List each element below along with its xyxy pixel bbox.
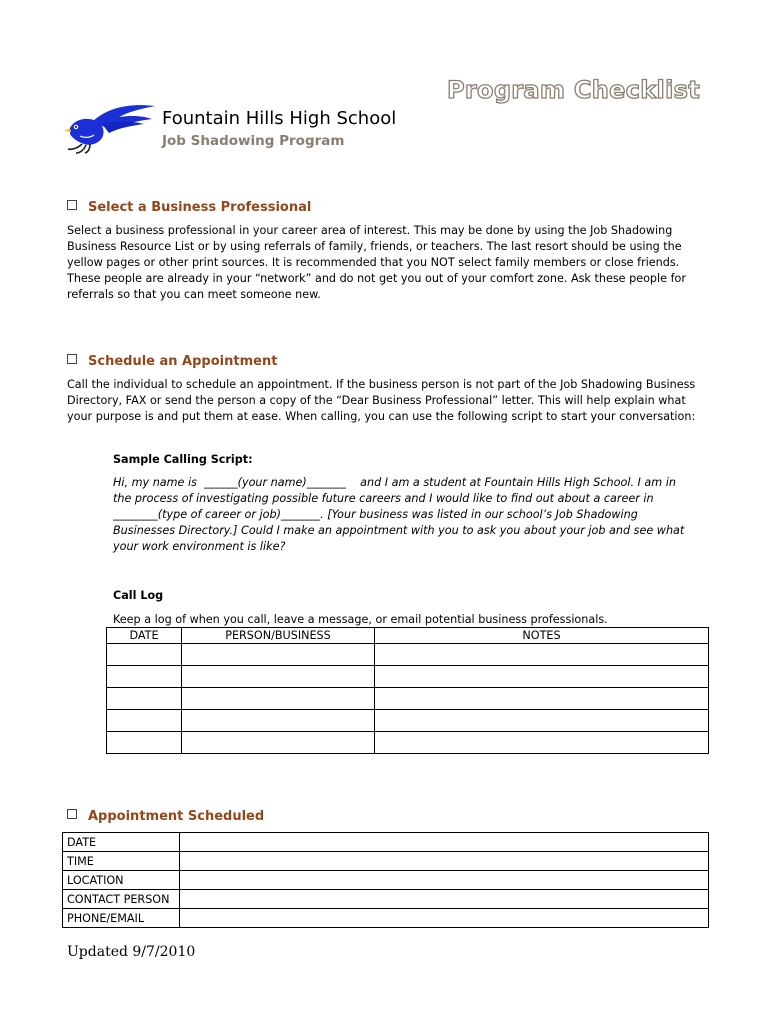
column-header: PERSON/BUSINESS bbox=[182, 628, 375, 644]
row-label: TIME bbox=[63, 852, 180, 871]
log-cell[interactable] bbox=[182, 732, 375, 754]
script-line: your work environment is like? bbox=[113, 540, 286, 553]
paragraph-line: Directory, FAX or send the person a copy of the “Dear Business Professional” letter. This will help explain what bbox=[67, 394, 686, 407]
row-label: CONTACT PERSON bbox=[63, 890, 180, 909]
column-header: DATE bbox=[107, 628, 182, 644]
value-cell[interactable] bbox=[180, 909, 709, 928]
table-row bbox=[63, 852, 709, 871]
log-cell[interactable] bbox=[107, 732, 182, 754]
log-cell[interactable] bbox=[375, 732, 709, 754]
page-title: Program Checklist bbox=[447, 76, 700, 104]
log-cell[interactable] bbox=[107, 644, 182, 666]
script-line: the process of investigating possible future careers and I would like to find out about a career in bbox=[113, 492, 654, 505]
value-cell[interactable] bbox=[180, 890, 709, 909]
log-cell[interactable] bbox=[375, 666, 709, 688]
section-appointment-scheduled bbox=[67, 809, 264, 824]
school-name: Fountain Hills High School bbox=[162, 108, 397, 129]
script-line: Businesses Directory.] Could I make an appointment with you to ask you about your job and see what bbox=[113, 524, 685, 537]
schedule-appointment-text bbox=[67, 377, 717, 425]
log-cell[interactable] bbox=[107, 688, 182, 710]
appointment-table bbox=[62, 832, 709, 928]
table-row bbox=[107, 710, 709, 732]
paragraph-line: These people are already in your “network” and do not get you out of your comfort zone. Ask these people for bbox=[67, 272, 686, 285]
table-row bbox=[107, 666, 709, 688]
updated-date: Updated 9/7/2010 bbox=[67, 944, 196, 960]
section-heading: Schedule an Appointment bbox=[88, 354, 278, 369]
call-log-intro: Keep a log of when you call, leave a message, or email potential business professionals. bbox=[113, 613, 608, 626]
paragraph-line: Business Resource List or by using referrals of family, friends, or teachers. The last resort should be using the bbox=[67, 240, 682, 253]
paragraph-line: Call the individual to schedule an appointment. If the business person is not part of the Job Shadowing Business bbox=[67, 378, 696, 391]
table-row bbox=[63, 871, 709, 890]
select-professional-checkbox[interactable] bbox=[67, 200, 77, 210]
schedule-appointment-checkbox[interactable] bbox=[67, 354, 77, 364]
log-cell[interactable] bbox=[375, 644, 709, 666]
value-cell[interactable] bbox=[180, 871, 709, 890]
column-header: NOTES bbox=[375, 628, 709, 644]
log-cell[interactable] bbox=[375, 688, 709, 710]
table-row bbox=[63, 890, 709, 909]
paragraph-line: your purpose is and put them at ease. When calling, you can use the following script to start your conversation: bbox=[67, 410, 696, 423]
table-row bbox=[63, 909, 709, 928]
call-log-heading: Call Log bbox=[113, 589, 164, 602]
script-line: ________(type of career or job)_______. [Your business was listed in our school’s Job Shadowing bbox=[113, 508, 638, 521]
value-cell[interactable] bbox=[180, 833, 709, 852]
log-cell[interactable] bbox=[182, 644, 375, 666]
school-logo-image bbox=[62, 100, 156, 154]
log-cell[interactable] bbox=[182, 710, 375, 732]
appointment-scheduled-checkbox[interactable] bbox=[67, 809, 77, 819]
value-cell[interactable] bbox=[180, 852, 709, 871]
program-name: Job Shadowing Program bbox=[162, 133, 345, 149]
table-row bbox=[63, 833, 709, 852]
script-line: Hi, my name is ______(your name)_______ and I am a student at Fountain Hills High School. I am in bbox=[113, 476, 676, 489]
log-cell[interactable] bbox=[375, 710, 709, 732]
section-heading: Appointment Scheduled bbox=[88, 809, 265, 824]
call-log-table bbox=[106, 627, 709, 754]
row-label: LOCATION bbox=[63, 871, 180, 890]
section-schedule-appointment bbox=[67, 354, 277, 369]
script-heading: Sample Calling Script: bbox=[113, 453, 253, 466]
row-label: PHONE/EMAIL bbox=[63, 909, 180, 928]
table-row bbox=[107, 688, 709, 710]
table-row bbox=[107, 644, 709, 666]
paragraph-line: Select a business professional in your career area of interest. This may be done by using the Job Shadowing bbox=[67, 224, 673, 237]
log-cell[interactable] bbox=[182, 666, 375, 688]
paragraph-line: yellow pages or other print sources. It is recommended that you NOT select family members or close friends. bbox=[67, 256, 680, 269]
log-cell[interactable] bbox=[182, 688, 375, 710]
section-select-professional bbox=[67, 200, 311, 215]
log-cell[interactable] bbox=[107, 710, 182, 732]
calling-script bbox=[113, 475, 713, 555]
table-row bbox=[107, 732, 709, 754]
section-heading: Select a Business Professional bbox=[88, 200, 312, 215]
paragraph-line: referrals so that you can meet someone new. bbox=[67, 288, 321, 301]
select-professional-text bbox=[67, 223, 707, 303]
log-cell[interactable] bbox=[107, 666, 182, 688]
row-label: DATE bbox=[63, 833, 180, 852]
